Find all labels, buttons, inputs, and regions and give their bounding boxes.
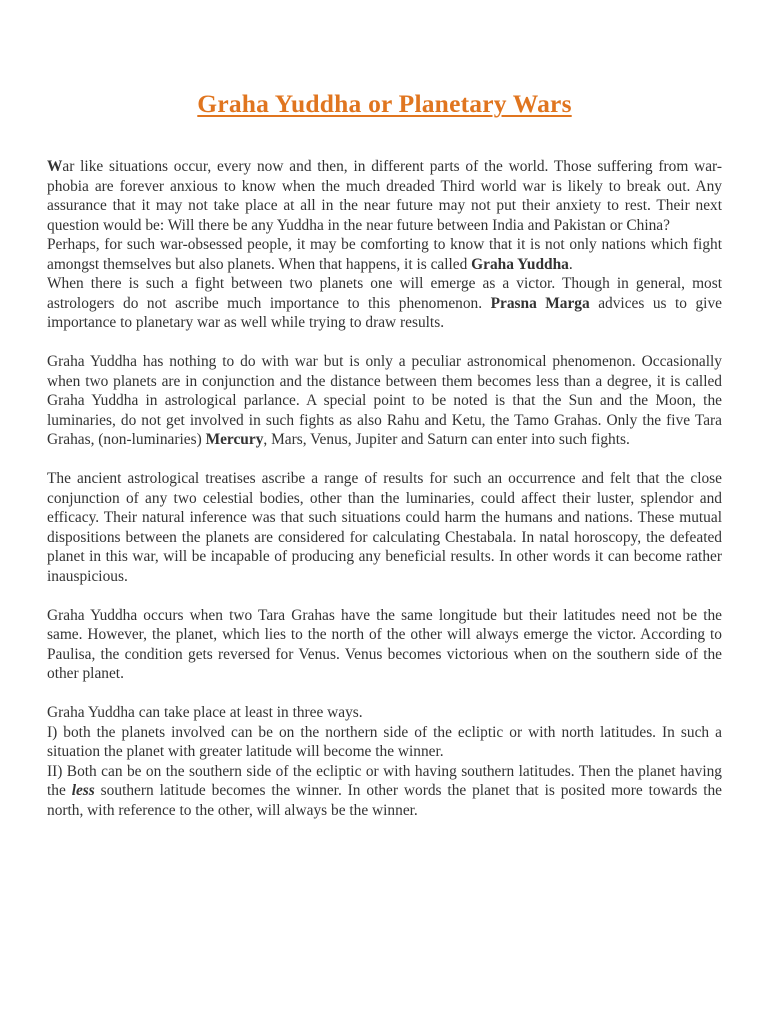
paragraph-tara-grahas: Graha Yuddha occurs when two Tara Grahas have the same longitude but their latitudes need not be the same. However, the planet, which lies to the north of the other will always emerge the victor. According to Paulisa, the condition gets reversed for Venus. Venus becomes victorious when on the southern side of the other planet. <box>47 606 722 682</box>
paragraph-text: II) Both can be on the southern side of the ecliptic or with having southern latitudes. Then the planet having the <box>47 762 722 799</box>
paragraph-text: ar like situations occur, every now and then, in different parts of the world. Those suffering from war-phobia are forever anxious to know when the much dreaded Third world war is likely to break out. Any assurance that it may not take place at all in the near future may not put their anxiety to rest. Their next question would be: Will there be any Yuddha in the near future between India and Pakistan or China? <box>47 158 722 234</box>
paragraph-text: . <box>568 255 573 273</box>
document-page <box>47 0 722 820</box>
emphasis-less: less <box>71 782 95 799</box>
bold-term-prasna-marga: Prasna Marga <box>490 294 590 312</box>
paragraph-text: When there is such a fight between two planets one will emerge as a victor. Though in general, most astrologers do not ascribe much importance to this phenomenon. <box>47 275 722 312</box>
paragraph-text: , Mars, Venus, Jupiter and Saturn can enter into such fights. <box>263 431 630 448</box>
paragraph-victor <box>47 274 722 333</box>
paragraph-planets-fight <box>47 235 722 274</box>
document-body <box>47 157 722 820</box>
paragraph-three-ways-intro: Graha Yuddha can take place at least in three ways. <box>47 704 363 721</box>
list-item-southern <box>47 762 722 821</box>
paragraph-text: Graha Yuddha has nothing to do with war but is only a peculiar astronomical phenomenon. Occasionally when two planets are in conjunction and the distance between them becomes less than a degree, it is called Graha Yuddha in astrological parlance. A special point to be noted is that the Sun and the Moon, the luminaries, do not get involved in such fights as also Rahu and Ketu, the Tamo Grahas. Only the five Tara Grahas, (non-luminaries) <box>47 353 722 448</box>
paragraph-astronomical-phenomenon <box>47 352 722 450</box>
document-title: Graha Yuddha or Planetary Wars <box>197 89 572 118</box>
bold-term-graha-yuddha: Graha Yuddha <box>471 255 569 273</box>
bold-term-mercury: Mercury <box>205 431 264 448</box>
paragraph-text: southern latitude becomes the winner. In other words the planet that is posited more towards the north, with reference to the other, will always be the winner. <box>47 782 723 819</box>
paragraph-text: advices us to give importance to planetary war as well while trying to draw results. <box>47 294 722 331</box>
paragraph-ancient-treatises: The ancient astrological treatises ascribe a range of results for such an occurrence and felt that the close conjunction of any two celestial bodies, other than the luminaries, could affect their luster, splendor and efficacy. Their natural inference was that such situations could harm the humans and nations. These mutual dispositions between the planets are considered for calculating Chestabala. In natal horoscopy, the defeated planet in this war, will be incapable of producing any beneficial results. In other words it can become rather inauspicious. <box>47 470 722 585</box>
drop-letter: W <box>47 158 63 175</box>
list-item-northern: I) both the planets involved can be on the northern side of the ecliptic or with north latitudes. In such a situation the planet with greater latitude will become the winner. <box>47 723 722 760</box>
paragraph-text: Perhaps, for such war-obsessed people, it may be comforting to know that it is not only nations which fight amongst themselves but also planets. When that happens, it is called <box>47 236 722 273</box>
paragraph-war-situations <box>47 157 722 235</box>
